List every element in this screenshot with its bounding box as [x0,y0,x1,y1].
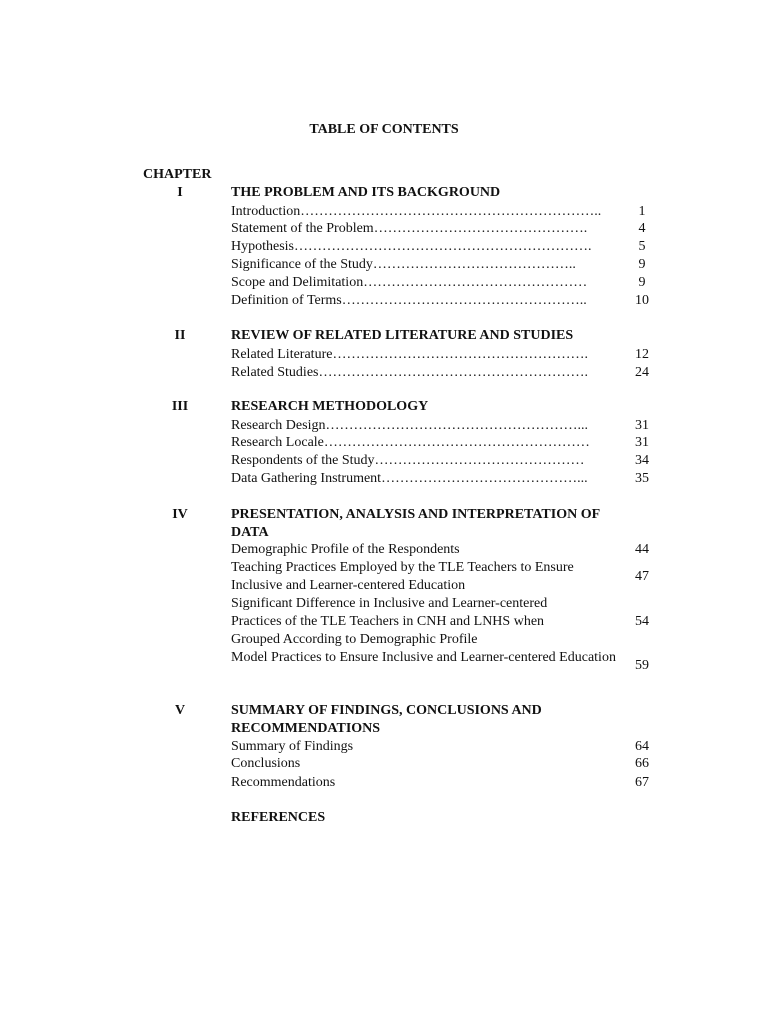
chapter-5-numeral: V [174,703,186,718]
toc-page-number: 12 [635,347,649,362]
toc-entry[interactable]: Significant Difference in Inclusive and Learner-centered Practices of the TLE Teachers in CNH and LNHS when Grouped According to Demographic Profile [231,596,548,647]
toc-page-number: 35 [635,471,649,486]
toc-page-number: 44 [635,542,649,557]
toc-page-number: 67 [635,775,649,790]
toc-entry[interactable]: Model Practices to Ensure Inclusive and Learner-centered Education [231,650,616,665]
toc-entry[interactable]: Scope and Delimitation………………………………………… [231,275,588,290]
toc-page-number: 54 [635,614,649,629]
toc-page-number: 64 [635,739,649,754]
chapter-2-title: REVIEW OF RELATED LITERATURE AND STUDIES [231,328,574,343]
chapter-5-title: SUMMARY OF FINDINGS, CONCLUSIONS AND RECOMMENDATIONS [231,703,542,736]
chapter-2-numeral: II [174,328,186,343]
toc-entry[interactable]: Related Studies…………………………………………………. [231,365,588,380]
toc-page-number: 66 [635,756,649,771]
toc-page-number: 4 [638,221,646,236]
chapter-column-heading: CHAPTER [143,167,212,182]
toc-entry[interactable]: Significance of the Study…………………………………….. [231,257,576,272]
toc-page-number: 9 [638,275,646,290]
chapter-1-title: THE PROBLEM AND ITS BACKGROUND [231,185,501,200]
references-heading[interactable]: REFERENCES [231,810,326,825]
toc-entry[interactable]: Definition of Terms…………………………………………….. [231,293,587,308]
chapter-3-title: RESEARCH METHODOLOGY [231,399,429,414]
toc-page-number: 47 [635,569,649,584]
toc-page-number: 10 [635,293,649,308]
toc-entry[interactable]: Summary of Findings [231,739,354,754]
toc-entry[interactable]: Hypothesis………………………………………………………. [231,239,592,254]
toc-entry[interactable]: Demographic Profile of the Respondents [231,542,460,557]
toc-page-number: 5 [638,239,646,254]
toc-page-number: 1 [638,204,646,219]
toc-entry[interactable]: Research Design………………………………………………... [231,418,588,433]
toc-entry[interactable]: Related Literature………………………………………………. [231,347,588,362]
toc-entry[interactable]: Data Gathering Instrument……………………………………... [231,471,588,486]
toc-entry[interactable]: Research Locale………………………………………………… [231,435,590,450]
chapter-1-numeral: I [177,185,183,200]
chapter-4-title: PRESENTATION, ANALYSIS AND INTERPRETATION OF DATA [231,507,600,540]
toc-page-number: 34 [635,453,649,468]
toc-page-number: 31 [635,435,649,450]
page-title: TABLE OF CONTENTS [309,122,459,137]
toc-page-number: 59 [635,658,649,673]
chapter-3-numeral: III [171,399,189,414]
toc-entry[interactable]: Introduction……………………………………………………….. [231,204,602,219]
toc-entry[interactable]: Recommendations [231,775,336,790]
toc-entry[interactable]: Conclusions [231,756,301,771]
toc-entry[interactable]: Respondents of the Study……………………………………… [231,453,585,468]
toc-entry[interactable]: Statement of the Problem………………………………………. [231,221,588,236]
toc-page-number: 24 [635,365,649,380]
chapter-4-numeral: IV [172,507,188,522]
toc-page-number: 31 [635,418,649,433]
toc-entry[interactable]: Teaching Practices Employed by the TLE Teachers to Ensure Inclusive and Learner-centered Education [231,560,574,593]
toc-page-number: 9 [638,257,646,272]
